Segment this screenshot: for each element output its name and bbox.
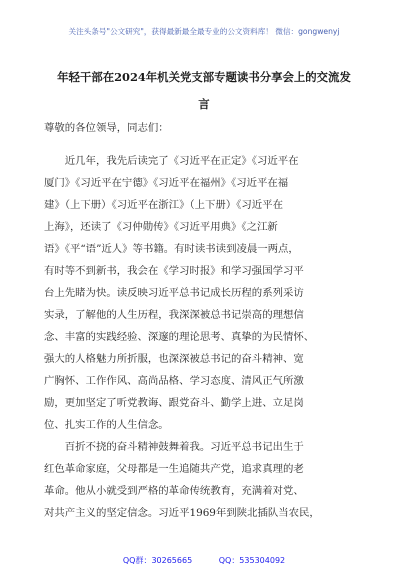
- footer-contact: [0, 555, 408, 566]
- text-line: 建》（上下册）《习近平在浙江》（上下册）《习近平在: [44, 199, 283, 211]
- salutation-text: 尊敬的各位领导，同志们：: [44, 122, 169, 134]
- text-line: 强大的人格魅力所折服，也深深被总书记的奋斗精神、宽: [44, 353, 304, 365]
- document-title: [48, 64, 360, 118]
- header-banner: 关注头条号"公文研究"，获得最新最全最专业的公文资料库！ 微信：gongwenyj: [68, 27, 340, 36]
- text-line: 励，更加坚定了听党教诲、跟党奋斗、勤学上进、立足岗: [44, 397, 304, 409]
- paragraph-1: [44, 150, 368, 436]
- text-line: 近几年，我先后读完了《习近平在正定》《习近平在: [44, 155, 299, 167]
- text-line: 革命。他从小就受到严格的革命传统教育，充满着对党、: [44, 485, 304, 497]
- title-line: 言: [198, 97, 210, 111]
- title-line: 年轻干部在2024年机关党支部专题读书分享会上的交流发: [57, 70, 351, 84]
- text-line: 语》《平“语”近人》等书籍。有时读书读到凌晨一两点，: [44, 243, 299, 255]
- footer-qq-group: QQ群：30265665: [122, 556, 193, 565]
- text-line: 广胸怀、工作作风、高尚品格、学习态度、清风正气所激: [44, 375, 304, 387]
- footer-qq: QQ：535304092: [218, 556, 286, 565]
- text-line: 有时等不到新书，我会在《学习时报》和学习强国学习平: [44, 265, 304, 277]
- text-line: 对共产主义的坚定信念。习近平1969年到陕北插队当农民，: [44, 507, 320, 519]
- text-line: 念、丰富的实践经验、深邃的理论思考、真挚的为民情怀、: [44, 331, 315, 343]
- text-line: 台上先睹为快。读反映习近平总书记成长历程的系列采访: [44, 287, 304, 299]
- text-line: 实录，了解他的人生历程，我深深被总书记崇高的理想信: [44, 309, 304, 321]
- text-line: 位、扎实工作的人生信念。: [44, 419, 169, 431]
- paragraph-2: [44, 436, 368, 524]
- text-line: 上海》，还读了《习仲勋传》《习近平用典》《之江新: [44, 221, 278, 233]
- text-line: 红色革命家庭，父母都是一生追随共产党，追求真理的老: [44, 463, 304, 475]
- text-line: 厦门》《习近平在宁德》《习近平在福州》《习近平在福: [44, 177, 289, 189]
- salutation: [44, 117, 368, 139]
- text-line: 百折不挠的奋斗精神鼓舞着我。习近平总书记出生于: [44, 441, 304, 453]
